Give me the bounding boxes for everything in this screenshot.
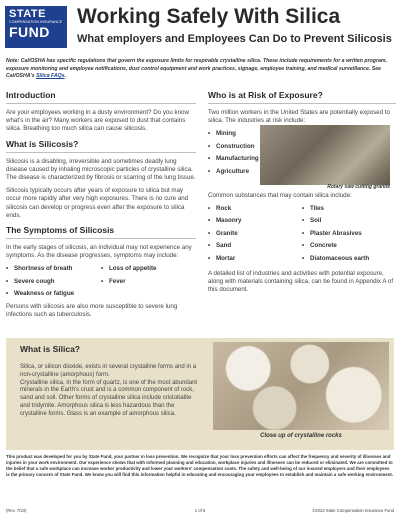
symptoms-col2 <box>101 265 196 302</box>
what-is-silica-heading: What is Silica? <box>20 344 80 354</box>
logo-line2: COMPENSATION INSURANCE <box>9 20 63 24</box>
list-item: • Manufacturing <box>208 155 268 163</box>
state-fund-logo <box>5 6 67 48</box>
list-item: • Soil <box>302 217 396 225</box>
note-end: . <box>64 73 67 79</box>
list-item: • Plaster Abrasives <box>302 230 396 238</box>
substances-col2 <box>302 205 396 267</box>
page-title: Working Safely With Silica <box>77 5 341 28</box>
symptoms-after-text: Persons with silicosis are also more susceptible to severe lung infections such as tuberculosis. <box>6 302 178 318</box>
list-item: • Diatomaceous earth <box>302 255 396 263</box>
symptoms-heading: The Symptoms of Silicosis <box>6 225 196 239</box>
list-item: • Severe cough <box>6 278 101 286</box>
symptoms-text: In the early stages of silicosis, an individual may not experience any symptoms. As the disease progresses, symptoms may include: <box>6 244 192 260</box>
what-is-silica-text <box>20 364 200 419</box>
silica-text-2: Crystalline silica, in the form of quartz, is one of the most abundant minerals in the Earth's crust and is a common component of rock, sand and soil. Other forms of crystalline silica include cristobalite and tridymite. Amorphous silica is less hazardous than the crystalline forms. Glass is an example of amorphous silica. <box>20 379 198 417</box>
substances-col1 <box>208 205 302 267</box>
substances-text: Common substances that may contain silica include: <box>208 191 352 199</box>
rocks-caption: Close up of crystalline rocks <box>260 433 342 439</box>
introduction-heading: Introduction <box>6 90 196 104</box>
list-item: • Construction <box>208 143 268 151</box>
list-item: • Concrete <box>302 242 396 250</box>
list-item: • Mortar <box>208 255 302 263</box>
note-text: Note: Cal/OSHA has specific regulations that govern the exposure limits for respirable crystalline silica. These include requirements for a written program, exposure monitoring and employee notifications, dust control equipment and work practices, signage, employee training, and medical surveillance. See Cal/OSHA's <box>6 58 387 79</box>
list-item: • Agriculture <box>208 168 268 176</box>
logo-line3: FUND <box>9 24 50 40</box>
list-item: • Fever <box>101 278 196 286</box>
right-column <box>208 90 396 300</box>
list-item: • Masonry <box>208 217 302 225</box>
list-item: • Granite <box>208 230 302 238</box>
saw-caption: Rotary saw cutting granite <box>327 184 390 190</box>
silicosis-heading: What is Silicosis? <box>6 139 196 153</box>
regulation-note <box>6 58 394 81</box>
list-item: • Weakness or fatigue <box>6 290 101 298</box>
page-number: 1 of 6 <box>194 508 206 513</box>
list-item: • Loss of appetite <box>101 265 196 273</box>
disclaimer: This product was developed for you by State Fund, your partner in loss prevention. We recognize that your loss prevention efforts can affect the frequency and severity of illnesses and injuries in your work environment. Our experience shows that with informed planning and education, workplace injuries and illnesses can be reduced or eliminated. We are committed to the belief that a safe workplace can increase worker productivity and lower your workers' compensation costs. The safety and well-being of our insured employers and their employees is the primary concern of State Fund. We know you will find this information helpful in educating and encouraging your employees to establish and maintain a safe working environment. <box>6 454 394 477</box>
header <box>0 0 400 60</box>
list-item: • Mining <box>208 130 268 138</box>
symptoms-list <box>6 265 196 302</box>
substances-list <box>208 205 396 267</box>
revision-date: (Rev. 7/23) <box>6 508 27 513</box>
symptoms-col1 <box>6 265 101 302</box>
list-item: • Shortness of breath <box>6 265 101 273</box>
silicosis-text-1: Silicosis is a disabling, irreversible and sometimes deadly lung disease caused by inhaling microscopic particles of crystalline silica. The disease is characterized by fibrosis or scarring of the lung tissue. <box>6 157 196 182</box>
copyright: ©2023 State Compensation Insurance Fund <box>312 508 394 513</box>
list-item: • Rock <box>208 205 302 213</box>
introduction-text: Are your employees working in a dusty environment? Do you know what's in the air? Many workers are exposed to dust that contains silica. Breathing too much silica can cause silicosis. <box>6 109 189 133</box>
risk-text: Two million workers in the United States are potentially exposed to silica. The industries at risk include: <box>208 109 390 125</box>
list-item: • Sand <box>208 242 302 250</box>
risk-heading: Who is at Risk of Exposure? <box>208 90 396 104</box>
detail-text: A detailed list of industries and activities with potential exposure, along with materials containing silica, can be found in Appendix A of this document. <box>208 269 394 294</box>
list-item: • Tiles <box>302 205 396 213</box>
what-is-silica-box <box>6 338 394 450</box>
silica-faqs-link[interactable]: Silica FAQs <box>36 73 65 79</box>
silicosis-text-2: Silicosis typically occurs after years of exposure to silica but may occur more rapidly after very high exposures. There is no cure and silicosis can develop or progress even after the exposure to silica ends. <box>6 187 189 219</box>
silica-text-1: Silica, or silicon dioxide, exists in several crystalline forms and in a non-crystalline (amorphous) form. <box>20 364 197 378</box>
page-subtitle: What employers and Employees Can Do to Prevent Silicosis <box>77 33 392 45</box>
crystalline-rocks-photo <box>213 342 389 430</box>
logo-line1: STATE <box>9 8 46 20</box>
left-column <box>6 90 196 324</box>
industries-list <box>208 130 268 175</box>
rotary-saw-photo <box>260 125 390 185</box>
